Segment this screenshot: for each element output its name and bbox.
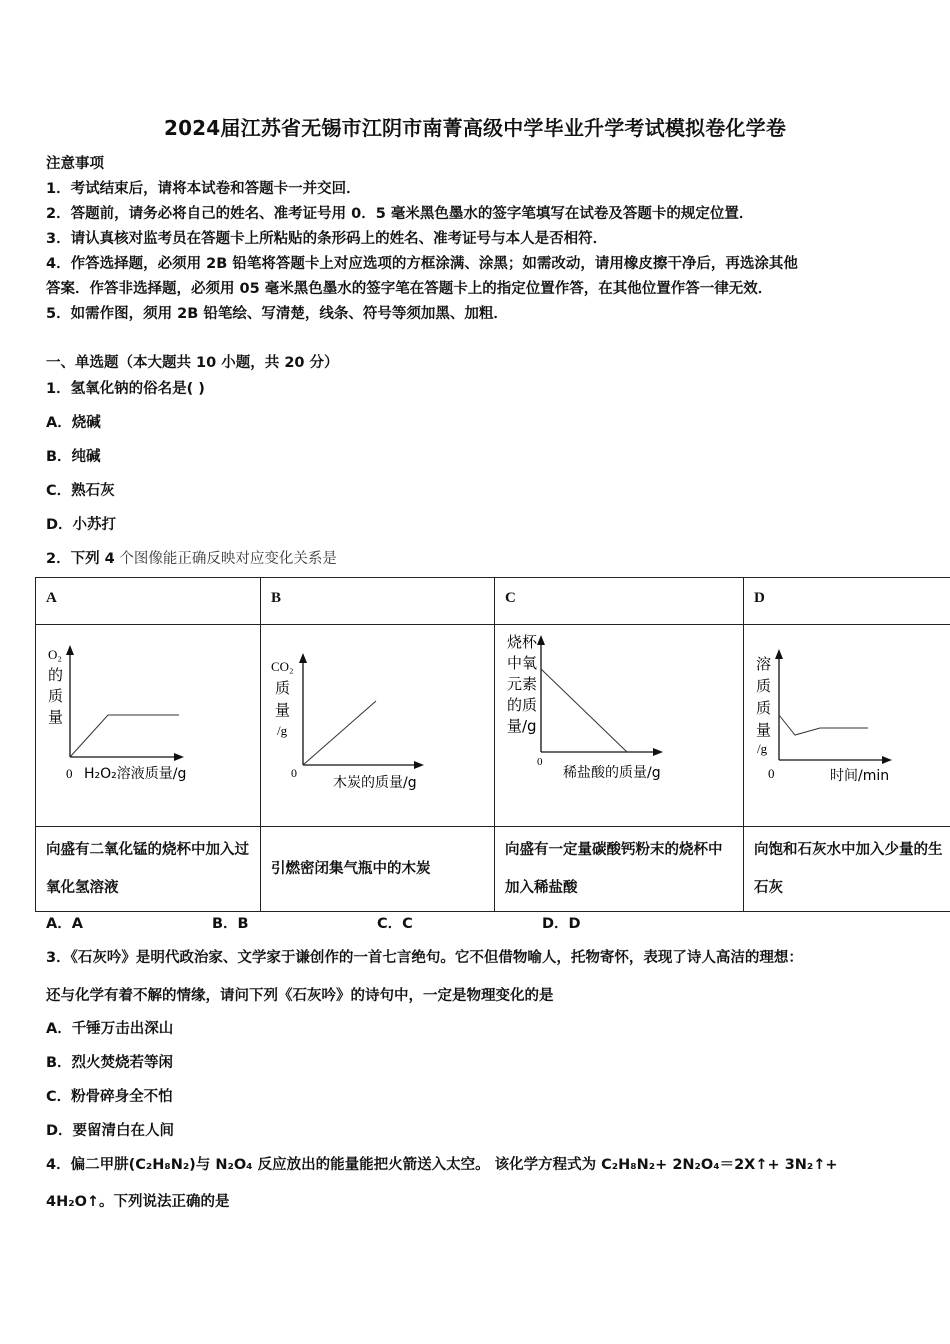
chart-c-graph xyxy=(495,625,743,822)
table-header-b: B xyxy=(261,578,495,625)
chart-d xyxy=(744,625,950,827)
question-2-option-d[interactable]: D．D xyxy=(542,916,581,932)
table-description-b: 引燃密闭集气瓶中的木炭 xyxy=(261,827,495,912)
chart-d-y-label: 质 xyxy=(756,699,772,717)
notice-item: 1．考试结束后，请将本试卷和答题卡一并交回． xyxy=(46,181,361,197)
chart-c-y-label: 中氧 xyxy=(507,654,538,672)
question-3-option-a[interactable]: A．千锤万击出深山 xyxy=(46,1021,174,1037)
chart-c-y-label: 的质 xyxy=(507,696,538,714)
table-header-c: C xyxy=(495,578,744,625)
chart-c-x-label: 稀盐酸的质量/g xyxy=(563,765,661,781)
chart-b-y-label: CO₂ xyxy=(271,659,294,674)
question-3-option-b[interactable]: B．烈火焚烧若等闲 xyxy=(46,1055,174,1071)
chart-c-origin: 0 xyxy=(537,756,543,768)
chart-b-y-label: 量 xyxy=(275,701,291,719)
chart-b xyxy=(261,625,495,827)
question-2-stem-bold: 2．下列 4 xyxy=(46,551,115,567)
chart-a-y-label: 量 xyxy=(48,708,64,726)
chart-d-graph xyxy=(744,625,950,822)
chart-a xyxy=(36,625,261,827)
question-1-option-b[interactable]: B．纯碱 xyxy=(46,449,101,465)
table-description-d: 向饱和石灰水中加入少量的生石灰 xyxy=(744,827,950,912)
question-3-option-c[interactable]: C．粉骨碎身全不怕 xyxy=(46,1089,173,1105)
chart-c-y-label: 烧杯 xyxy=(507,633,538,651)
chart-c xyxy=(495,625,744,827)
table-header-d: D xyxy=(744,578,950,625)
question-2-table xyxy=(35,577,950,912)
question-2-stem-rest: 个图像能正确反映对应变化关系是 xyxy=(114,551,337,567)
chart-d-y-label: 质 xyxy=(756,677,772,695)
question-4-stem-line2: 4H₂O↑。下列说法正确的是 xyxy=(46,1194,230,1210)
table-description-c: 向盛有一定量碳酸钙粉末的烧杯中加入稀盐酸 xyxy=(495,827,744,912)
chart-b-x-label: 木炭的质量/g xyxy=(333,775,417,791)
question-2-option-a[interactable]: A．A xyxy=(46,916,83,932)
question-3-option-d[interactable]: D．要留清白在人间 xyxy=(46,1123,175,1139)
chart-c-y-label: 元素 xyxy=(507,675,538,693)
chart-b-y-label: 质 xyxy=(275,679,291,697)
question-2-option-c[interactable]: C．C xyxy=(377,916,413,932)
question-1-option-d[interactable]: D．小苏打 xyxy=(46,517,117,533)
chart-d-y-label: /g xyxy=(757,741,768,756)
chart-d-x-label: 时间/min xyxy=(830,768,890,784)
chart-d-origin: 0 xyxy=(768,766,775,781)
chart-a-origin: 0 xyxy=(66,766,73,781)
question-3-stem-line2: 还与化学有着不解的情缘，请问下列《石灰吟》的诗句中，一定是物理变化的是 xyxy=(46,988,554,1004)
question-1-option-a[interactable]: A．烧碱 xyxy=(46,415,101,431)
chart-b-graph xyxy=(261,625,494,822)
table-header-a: A xyxy=(36,578,261,625)
chart-b-y-label: /g xyxy=(277,723,288,738)
chart-a-x-label: H₂O₂溶液质量/g xyxy=(84,766,187,782)
chart-b-origin: 0 xyxy=(291,766,297,780)
notice-item: 2．答题前，请务必将自己的姓名、准考证号用 0．5 毫米黑色墨水的签字笔填写在试卷及答题卡的规定位置． xyxy=(46,206,754,222)
question-2-stem xyxy=(46,547,337,568)
notice-item: 4．作答选择题，必须用 2B 铅笔将答题卡上对应选项的方框涂满、涂黑；如需改动，请用橡皮擦干净后，再选涂其他 xyxy=(46,256,798,272)
question-3-stem-line1: 3．《石灰吟》是明代政治家、文学家于谦创作的一首七言绝句。它不但借物喻人，托物寄怀，表现了诗人高洁的理想： xyxy=(46,950,803,966)
notice-item: 3．请认真核对监考员在答题卡上所粘贴的条形码上的姓名、准考证号与本人是否相符． xyxy=(46,231,608,247)
section-heading: 一、单选题（本大题共 10 小题，共 20 分） xyxy=(46,355,339,371)
question-4-stem-line1: 4．偏二甲肼(C₂H₈N₂)与 N₂O₄ 反应放出的能量能把火箭送入太空。 该化学方程式为 C₂H₈N₂+ 2N₂O₄＝2X↑+ 3N₂↑+ xyxy=(46,1157,838,1173)
page-title: 2024届江苏省无锡市江阴市南菁高级中学毕业升学考试模拟卷化学卷 xyxy=(163,116,787,140)
chart-a-y-label: 的 xyxy=(48,666,64,684)
chart-a-graph xyxy=(36,625,260,822)
question-2-option-b[interactable]: B．B xyxy=(212,916,249,932)
chart-a-y-label: 质 xyxy=(48,687,64,705)
table-description-a: 向盛有二氧化锰的烧杯中加入过氧化氢溶液 xyxy=(36,827,261,912)
question-1-option-c[interactable]: C．熟石灰 xyxy=(46,483,115,499)
chart-a-y-label: O₂ xyxy=(48,647,62,662)
notice-item: 5．如需作图，须用 2B 铅笔绘、写清楚，线条、符号等须加黑、加粗． xyxy=(46,306,508,322)
notice-heading: 注意事项 xyxy=(46,156,104,172)
chart-d-y-label: 溶 xyxy=(756,655,772,673)
chart-c-y-label: 量/g xyxy=(507,717,537,735)
chart-d-y-label: 量 xyxy=(756,721,772,739)
question-1-stem: 1．氢氧化钠的俗名是( ) xyxy=(46,381,205,397)
notice-item: 答案．作答非选择题，必须用 05 毫米黑色墨水的签字笔在答题卡上的指定位置作答，在其他位置作答一律无效． xyxy=(46,281,773,297)
